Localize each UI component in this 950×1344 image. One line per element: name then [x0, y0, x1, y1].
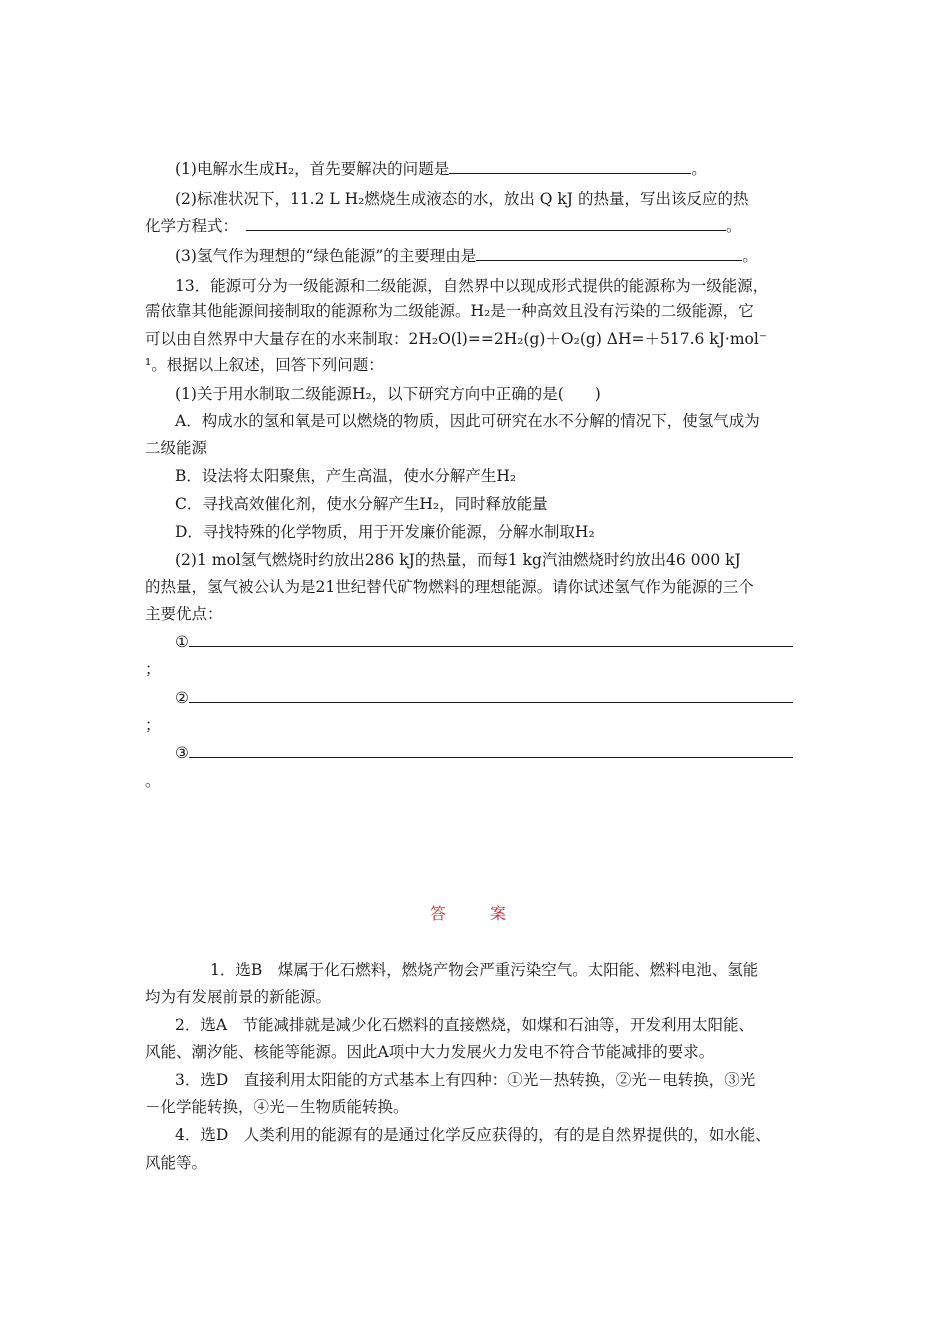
- q13-option-a-line2: 二级能源: [145, 439, 208, 457]
- advantage-blank-2-end: ；: [145, 716, 161, 734]
- answer-blank: [449, 159, 691, 174]
- q13-option-c: C．寻找高效催化剂，使水分解产生H₂，同时释放能量: [175, 495, 548, 513]
- q12-part3-end: 。: [742, 247, 758, 265]
- blank-1-label: ①: [175, 633, 189, 651]
- q13-option-b: B．设法将太阳聚焦，产生高温，使水分解产生H₂: [175, 467, 517, 485]
- q12-part3-text: (3)氢气作为理想的“绿色能源”的主要理由是: [175, 247, 477, 265]
- q13-sub2-line3: 主要优点：: [145, 605, 223, 623]
- q12-part2-label: 化学方程式：: [145, 217, 239, 235]
- blank-2-label: ②: [175, 689, 189, 707]
- answer-blank: [189, 688, 793, 703]
- answer-blank: [189, 632, 793, 647]
- answers-title: 答 案: [429, 904, 520, 923]
- answer-blank: [189, 743, 793, 758]
- q12-part1-end: 。: [691, 160, 707, 178]
- answer-1-line2: 均为有发展前景的新能源。: [145, 988, 332, 1006]
- q13-line3: 可以由自然界中大量存在的水来制取：2H₂O(l)==2H₂(g)＋O₂(g) ΔH=＋517.6 kJ·mol⁻: [145, 330, 767, 348]
- blank-3-label: ③: [175, 744, 189, 762]
- answer-1-line1: 1．选B 煤属于化石燃料，燃烧产物会严重污染空气。太阳能、燃料电池、氢能: [210, 961, 759, 979]
- q13-line4: ¹。根据以上叙述，回答下列问题：: [145, 356, 384, 374]
- answer-2-line2: 风能、潮汐能、核能等能源。因此A项中大力发展火力发电不符合节能减排的要求。: [145, 1043, 715, 1061]
- q13-option-a-line1: A．构成水的氢和氧是可以燃烧的物质，因此可研究在水不分解的情况下，使氢气成为: [175, 412, 760, 430]
- advantage-blank-3: [175, 743, 815, 763]
- advantage-blank-3-end: 。: [145, 772, 161, 790]
- answer-2-line1: 2．选A 节能减排就是减少化石燃料的直接燃烧，如煤和石油等，开发利用太阳能、: [175, 1016, 755, 1034]
- q12-part3: [175, 246, 815, 266]
- answer-3-line1: 3．选D 直接利用太阳能的方式基本上有四种：①光－热转换，②光－电转换，③光: [175, 1071, 756, 1089]
- q12-part2-end: 。: [726, 217, 742, 235]
- q13-option-d: D．寻找特殊的化学物质，用于开发廉价能源，分解水制取H₂: [175, 523, 595, 541]
- q13-line1: 13．能源可分为一级能源和二级能源，自然界中以现成形式提供的能源称为一级能源，: [175, 277, 769, 295]
- advantage-blank-2: [175, 688, 815, 708]
- q13-sub2-line2: 的热量，氢气被公认为是21世纪替代矿物燃料的理想能源。请你试述氢气作为能源的三个: [145, 578, 754, 596]
- answer-4-line2: 风能等。: [145, 1154, 208, 1172]
- answer-4-line1: 4．选D 人类利用的能源有的是通过化学反应获得的，有的是自然界提供的，如水能、: [175, 1126, 771, 1144]
- answer-blank: [246, 216, 726, 231]
- q12-part2-line2: [145, 216, 815, 236]
- q12-part2-line1: (2)标准状况下，11.2 L H₂燃烧生成液态的水，放出 Q kJ 的热量，写出该反应的热: [175, 190, 749, 208]
- q12-part1-text: (1)电解水生成H₂，首先要解决的问题是: [175, 160, 450, 178]
- q13-sub2-line1: (2)1 mol氢气燃烧时约放出286 kJ的热量，而每1 kg汽油燃烧时约放出46 000 kJ: [175, 551, 741, 569]
- q13-line2: 需依靠其他能源间接制取的能源称为二级能源。H₂是一种高效且没有污染的二级能源，它: [145, 302, 754, 320]
- answer-3-line2: －化学能转换，④光－生物质能转换。: [145, 1098, 409, 1116]
- answer-blank: [476, 246, 742, 261]
- advantage-blank-1: [175, 632, 815, 652]
- q13-sub1: (1)关于用水制取二级能源H₂，以下研究方向中正确的是( ): [175, 385, 601, 403]
- q12-part1: [175, 159, 815, 179]
- advantage-blank-1-end: ；: [145, 660, 161, 678]
